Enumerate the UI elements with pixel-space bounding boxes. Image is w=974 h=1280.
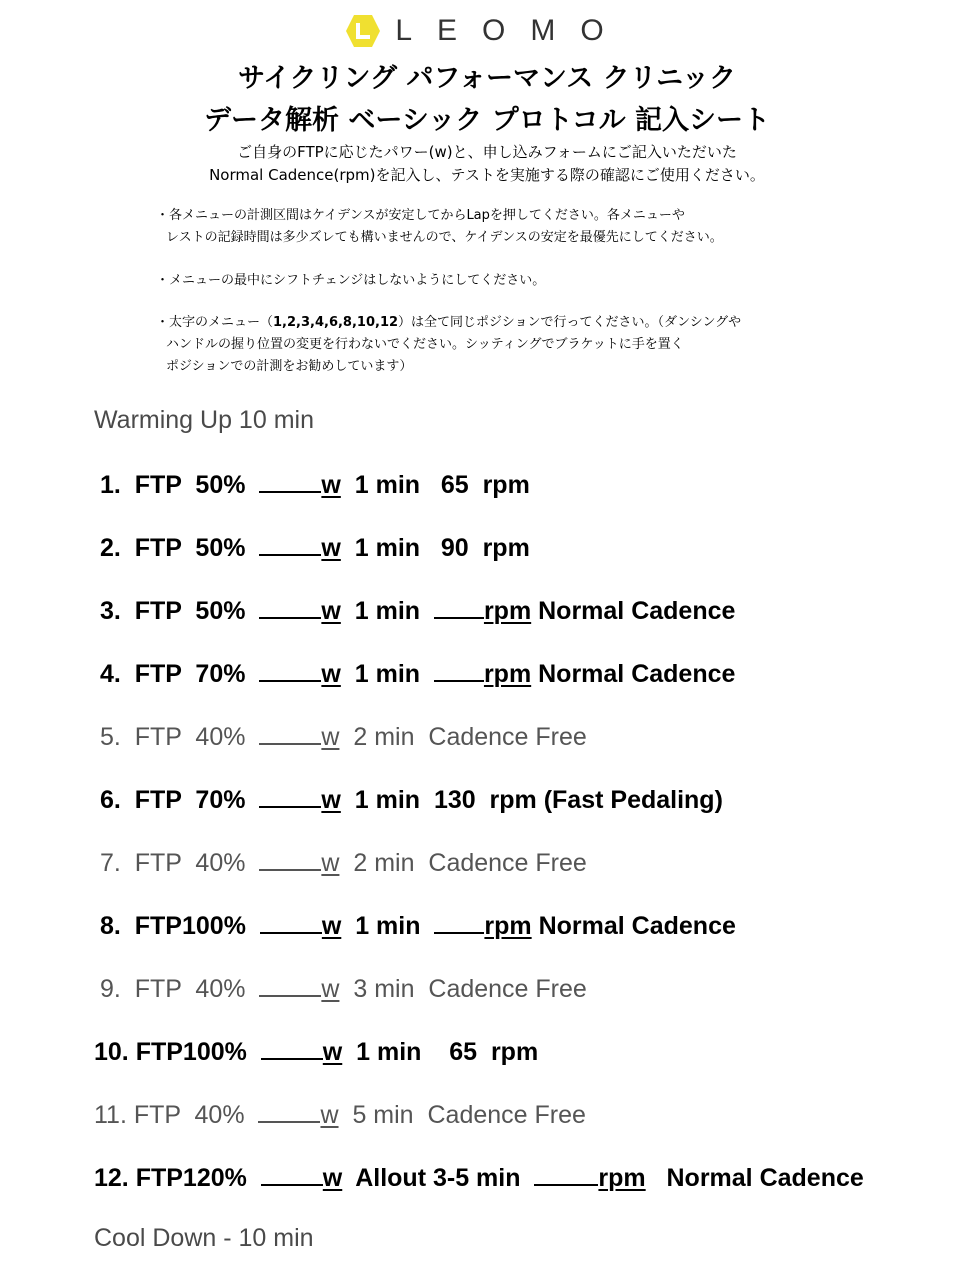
watt-unit: w [321, 597, 341, 625]
row-ftp: FTP100% [135, 1038, 247, 1066]
logo-text: LEOMO [395, 14, 629, 47]
watt-blank[interactable] [259, 721, 321, 745]
rpm-blank[interactable] [434, 595, 484, 619]
watt-unit: w [322, 1038, 343, 1066]
watt-unit: w [321, 660, 341, 688]
protocol-row-11 [94, 1099, 586, 1130]
row-ftp: FTP 50% [134, 471, 246, 499]
row-duration: Allout 3-5 min [355, 1164, 521, 1192]
watt-blank[interactable] [259, 595, 321, 619]
watt-unit: w [321, 912, 342, 940]
note-lap-line1: ・各メニューの計測区間はケイデンスが安定してからLapを押してください。各メニューや [156, 208, 685, 223]
row-cadence: 130 rpm (Fast Pedaling) [433, 786, 723, 814]
row-ftp: FTP 50% [134, 597, 246, 625]
row-note: Normal Cadence [538, 912, 736, 940]
row-number: 9. [100, 975, 121, 1003]
protocol-row-2 [100, 532, 530, 563]
row-duration: 2 min [353, 723, 415, 751]
note-position-post: ）は全て同じポジションで行ってください。（ダンシングや [398, 315, 742, 330]
row-duration: 1 min [356, 1038, 422, 1066]
row-duration: 1 min [354, 597, 421, 625]
protocol-row-6 [100, 784, 723, 815]
row-cadence: 90 rpm [440, 534, 530, 562]
protocol-row-9 [100, 973, 587, 1004]
note-lap [156, 205, 723, 249]
protocol-row-4 [100, 658, 735, 689]
rpm-blank[interactable] [534, 1162, 598, 1186]
row-cadence: 65 rpm [449, 1038, 539, 1066]
row-ftp: FTP 40% [134, 849, 246, 877]
row-cadence: 65 rpm [440, 471, 530, 499]
row-note: Cadence Free [428, 723, 587, 751]
watt-blank[interactable] [259, 469, 321, 493]
row-note: Cadence Free [427, 1101, 586, 1129]
protocol-row-12 [94, 1162, 864, 1193]
row-ftp: FTP 40% [134, 975, 246, 1003]
row-ftp: FTP120% [135, 1164, 247, 1192]
protocol-row-7 [100, 847, 587, 878]
row-number: 7. [100, 849, 121, 877]
row-number: 2. [100, 534, 121, 562]
row-number: 3. [100, 597, 121, 625]
row-number: 4. [100, 660, 121, 688]
watt-blank[interactable] [259, 784, 321, 808]
rpm-blank[interactable] [434, 658, 484, 682]
protocol-row-10 [94, 1036, 538, 1067]
row-number: 5. [100, 723, 121, 751]
leomo-logo-icon [345, 14, 381, 48]
row-note: Normal Cadence [538, 660, 736, 688]
row-note: Normal Cadence [538, 597, 736, 625]
watt-blank[interactable] [260, 910, 322, 934]
row-ftp: FTP 40% [134, 723, 246, 751]
row-ftp: FTP100% [134, 912, 246, 940]
logo [0, 14, 974, 50]
watt-unit: w [321, 723, 340, 751]
watt-blank[interactable] [259, 658, 321, 682]
watt-unit: w [321, 975, 340, 1003]
row-duration: 2 min [353, 849, 415, 877]
rpm-unit: rpm [484, 912, 532, 940]
watt-unit: w [320, 1101, 339, 1129]
note-position [156, 312, 741, 378]
rpm-blank[interactable] [434, 910, 484, 934]
row-number: 11. [94, 1101, 127, 1129]
row-ftp: FTP 50% [134, 534, 246, 562]
row-number: 6. [100, 786, 121, 814]
row-duration: 5 min [352, 1101, 414, 1129]
rpm-unit: rpm [483, 660, 532, 688]
page-title-line2: データ解析 ベーシック プロトコル 記入シート [203, 105, 771, 136]
row-number: 10. [94, 1038, 129, 1066]
protocol-row-1 [100, 469, 530, 500]
row-duration: 1 min [354, 786, 421, 814]
row-number: 8. [100, 912, 121, 940]
row-note: Cadence Free [428, 975, 587, 1003]
watt-unit: w [321, 786, 341, 814]
watt-blank[interactable] [258, 1099, 320, 1123]
warmup-label: Warming Up 10 min [94, 406, 314, 434]
row-duration: 1 min [355, 912, 421, 940]
note-lap-line2: レストの記録時間は多少ズレても構いませんので、ケイデンスの安定を最優先にしてください。 [166, 230, 723, 245]
watt-unit: w [321, 534, 341, 562]
protocol-row-3 [100, 595, 735, 626]
row-ftp: FTP 70% [134, 786, 246, 814]
note-position-bold: 1,2,3,4,6,8,10,12 [273, 315, 399, 330]
row-duration: 1 min [354, 471, 421, 499]
row-duration: 1 min [354, 660, 421, 688]
rpm-unit: rpm [483, 597, 532, 625]
row-number: 12. [94, 1164, 129, 1192]
row-ftp: FTP 40% [133, 1101, 245, 1129]
watt-unit: w [321, 471, 341, 499]
intro-line2: Normal Cadence(rpm)を記入し、テストを実施する際の確認にご使用ください。 [209, 166, 765, 184]
protocol-row-8 [100, 910, 736, 941]
row-note: Normal Cadence [666, 1164, 864, 1192]
row-number: 1. [100, 471, 121, 499]
note-shift: ・メニューの最中にシフトチェンジはしないようにしてください。 [156, 273, 546, 288]
note-position-line2: ハンドルの握り位置の変更を行わないでください。シッティングでブラケットに手を置く [166, 337, 684, 352]
note-position-line3: ポジションでの計測をお勧めしています） [166, 359, 413, 374]
watt-unit: w [322, 1164, 343, 1192]
watt-blank[interactable] [261, 1162, 323, 1186]
note-position-pre: ・太字のメニュー（ [156, 315, 274, 330]
row-ftp: FTP 70% [134, 660, 246, 688]
rpm-unit: rpm [598, 1164, 646, 1192]
note-position-line1 [156, 312, 741, 334]
page-title-line1: サイクリング パフォーマンス クリニック [237, 63, 737, 94]
cooldown-label: Cool Down - 10 min [94, 1224, 314, 1252]
row-note: Cadence Free [428, 849, 587, 877]
watt-blank[interactable] [259, 532, 321, 556]
watt-unit: w [321, 849, 340, 877]
watt-blank[interactable] [259, 847, 321, 871]
watt-blank[interactable] [261, 1036, 323, 1060]
row-duration: 1 min [354, 534, 421, 562]
watt-blank[interactable] [259, 973, 321, 997]
intro-line1: ご自身のFTPに応じたパワー(w)と、申し込みフォームにご記入いただいた [237, 143, 737, 161]
row-duration: 3 min [353, 975, 415, 1003]
protocol-row-5 [100, 721, 587, 752]
